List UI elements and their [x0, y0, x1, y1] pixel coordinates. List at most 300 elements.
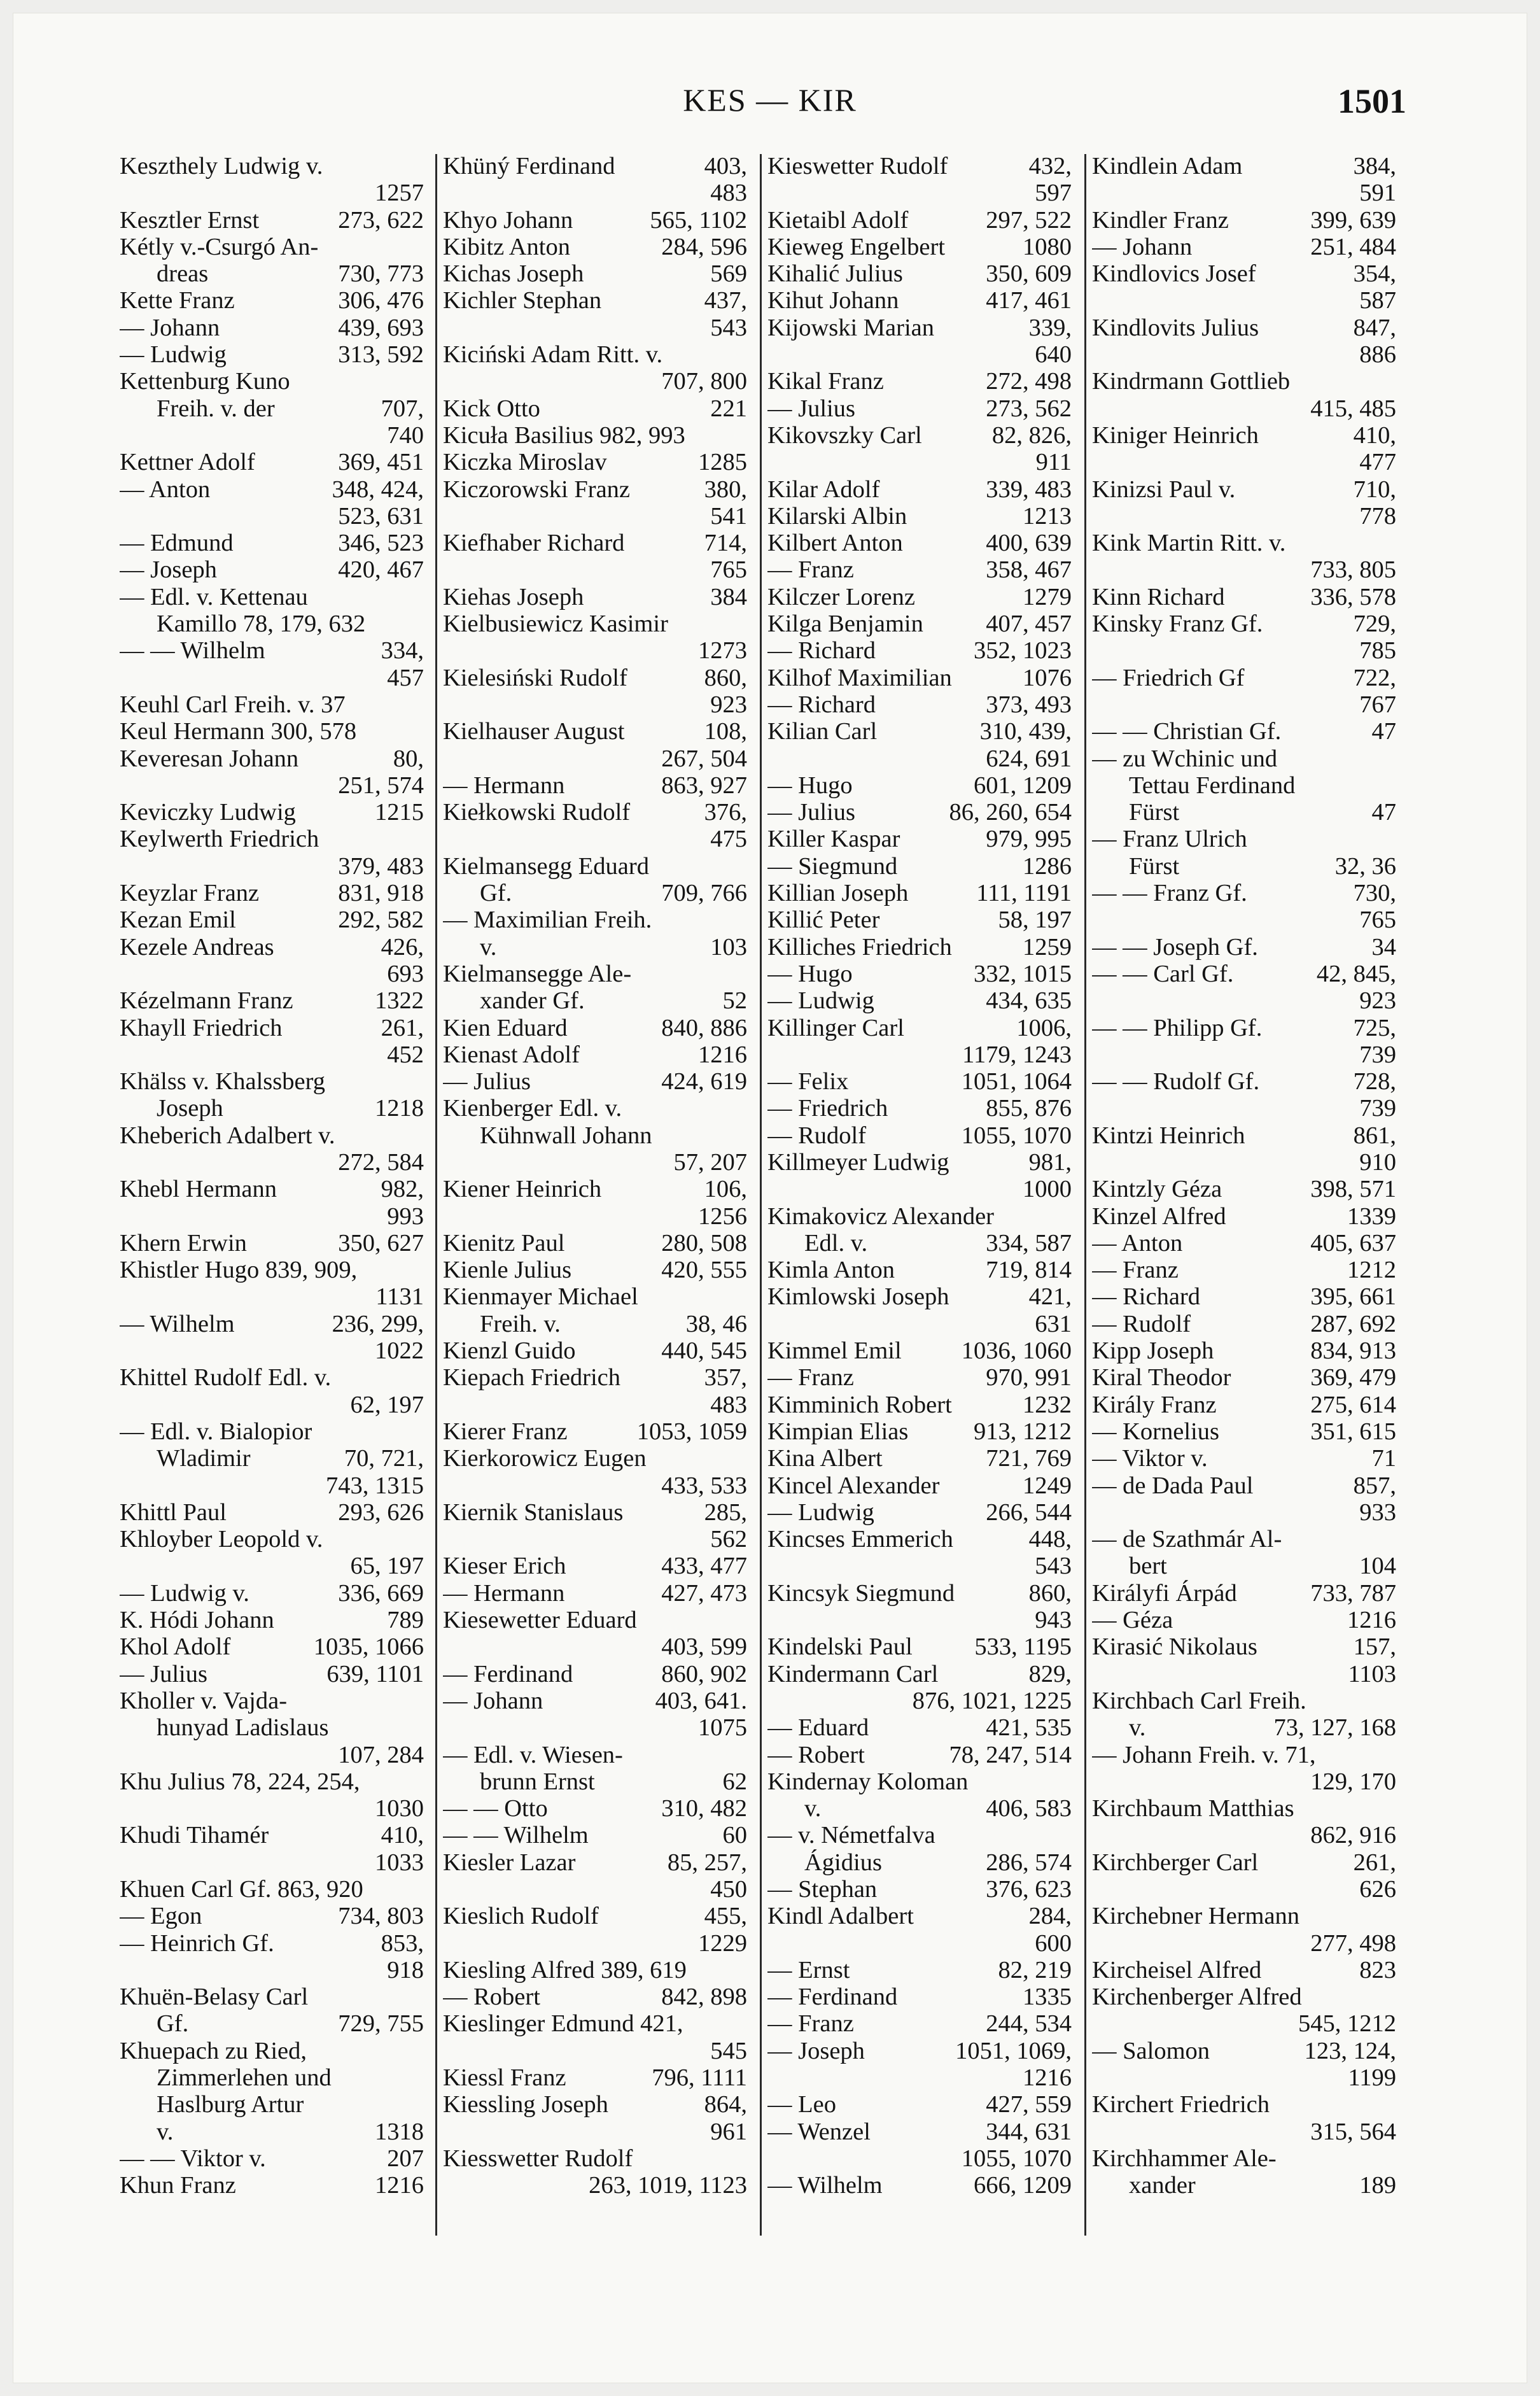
entry-pages: 376,	[704, 799, 747, 826]
index-entry	[443, 906, 747, 933]
index-entry	[443, 772, 747, 799]
entry-name: Kiesler Lazar	[443, 1849, 576, 1876]
index-entry	[1092, 1930, 1396, 1957]
entry-pages: 707,	[381, 395, 424, 422]
entry-pages: 62, 197	[350, 1391, 424, 1418]
entry-name: Killinger Carl	[767, 1014, 904, 1041]
entry-pages: 410,	[1353, 421, 1396, 449]
index-entry	[1092, 1742, 1396, 1768]
index-entry	[120, 1015, 424, 1041]
entry-pages: 861,	[1353, 1122, 1396, 1149]
index-entry	[120, 1392, 424, 1418]
entry-pages: 523, 631	[338, 502, 424, 530]
entry-pages: 709, 766	[661, 880, 747, 907]
entry-pages: 189	[1359, 2172, 1396, 2199]
index-entry	[120, 906, 424, 933]
entry-pages: 475	[710, 826, 747, 853]
index-entry	[767, 691, 1072, 718]
index-entry	[443, 1768, 747, 1795]
entry-pages: 315, 564	[1310, 2118, 1396, 2145]
index-entry	[120, 2172, 424, 2199]
index-entry	[1092, 1633, 1396, 1660]
entry-name: v.	[1129, 1714, 1146, 1742]
index-entry	[443, 1445, 747, 1472]
entry-name: Kiener Heinrich	[443, 1176, 602, 1203]
entry-name: Kimla Anton	[767, 1257, 895, 1284]
entry-pages: 1055, 1070	[961, 2145, 1072, 2172]
entry-pages: 82, 219	[998, 1956, 1072, 1984]
entry-pages: 1322	[375, 987, 424, 1015]
index-entry	[120, 1714, 424, 1741]
entry-pages: 384,	[1353, 153, 1396, 180]
index-column-4	[1092, 153, 1396, 2199]
index-entry	[443, 556, 747, 583]
entry-pages: 842, 898	[661, 1984, 747, 2011]
entry-pages: 339, 483	[986, 476, 1072, 503]
entry-name: Freih. v.	[480, 1310, 561, 1337]
entry-name: Joseph	[157, 1095, 223, 1122]
entry-pages: 107, 284	[338, 1741, 424, 1768]
index-entry	[120, 1445, 424, 1472]
index-entry	[767, 1203, 1072, 1230]
entry-pages: 261,	[1353, 1849, 1396, 1876]
entry-name: xander Gf.	[480, 987, 585, 1015]
index-entry	[1092, 503, 1396, 530]
index-entry	[767, 476, 1072, 503]
entry-pages: 380,	[704, 476, 747, 503]
index-entry	[120, 2145, 424, 2172]
entry-pages: 403, 599	[661, 1633, 747, 1661]
entry-pages: 123, 124,	[1304, 2037, 1396, 2064]
index-entry	[767, 1633, 1072, 1660]
entry-pages: 285,	[704, 1498, 747, 1526]
entry-pages: 433, 533	[661, 1472, 747, 1499]
entry-pages: 765	[1359, 906, 1396, 934]
entry-name: Keylwerth Friedrich	[120, 826, 319, 853]
entry-pages: 981,	[1028, 1148, 1072, 1176]
index-entry	[120, 1795, 424, 1822]
index-entry	[120, 1203, 424, 1230]
entry-name: Kilczer Lorenz	[767, 583, 915, 610]
entry-name: — Salomon	[1092, 2037, 1210, 2064]
index-entry	[1092, 1122, 1396, 1149]
index-entry	[120, 1768, 424, 1795]
entry-name: Khistler Hugo 839, 909,	[120, 1257, 358, 1284]
entry-pages: 785	[1359, 637, 1396, 665]
index-entry	[1092, 1714, 1396, 1741]
index-entry	[767, 422, 1072, 449]
entry-name: — Géza	[1092, 1607, 1173, 1634]
index-entry	[443, 341, 747, 368]
entry-pages: 415, 485	[1310, 395, 1396, 422]
entry-pages: 1339	[1347, 1202, 1396, 1230]
entry-name: Kiełkowski Rudolf	[443, 799, 631, 826]
entry-pages: 284, 596	[661, 233, 747, 260]
entry-name: Kindernay Koloman	[767, 1768, 969, 1795]
index-entry	[1092, 1418, 1396, 1445]
entry-name: Khittl Paul	[120, 1498, 227, 1526]
entry-pages: 297, 522	[986, 206, 1072, 234]
index-entry	[443, 718, 747, 745]
index-entry	[443, 610, 747, 637]
entry-pages: 376, 623	[986, 1876, 1072, 1903]
index-entry	[120, 987, 424, 1014]
entry-name: — Julius	[443, 1068, 531, 1096]
index-entry	[1092, 718, 1396, 745]
entry-pages: 57, 207	[673, 1148, 747, 1176]
entry-pages: 348, 424,	[332, 476, 424, 503]
index-entry	[120, 610, 424, 637]
entry-pages: 251, 574	[338, 772, 424, 799]
entry-name: — Wilhelm	[767, 2172, 883, 2199]
entry-pages: 398, 571	[1310, 1176, 1396, 1203]
index-entry	[1092, 314, 1396, 341]
index-entry	[1092, 610, 1396, 637]
entry-pages: 834, 913	[1310, 1337, 1396, 1365]
entry-pages: 876, 1021, 1225	[912, 1687, 1072, 1714]
entry-pages: 533, 1195	[974, 1633, 1072, 1661]
index-entry	[767, 341, 1072, 368]
entry-name: Kesztler Ernst	[120, 206, 260, 234]
entry-pages: 399, 639	[1310, 206, 1396, 234]
entry-pages: 71	[1371, 1445, 1396, 1472]
index-entry	[120, 503, 424, 530]
index-entry	[767, 1930, 1072, 1957]
entry-name: Királyfi Árpád	[1092, 1579, 1237, 1607]
index-entry	[1092, 1607, 1396, 1633]
entry-pages: 73, 127, 168	[1273, 1714, 1396, 1742]
entry-pages: 923	[1359, 987, 1396, 1015]
entry-name: Kinizsi Paul v.	[1092, 476, 1236, 503]
entry-name: Kimmel Emil	[767, 1337, 902, 1365]
index-entry	[1092, 1311, 1396, 1337]
entry-pages: 1216	[1347, 1607, 1396, 1634]
index-entry	[1092, 1230, 1396, 1257]
index-entry	[767, 1822, 1072, 1849]
index-entry	[767, 153, 1072, 180]
entry-name: Ágidius	[804, 1849, 882, 1876]
index-entry	[1092, 1849, 1396, 1876]
index-entry	[1092, 476, 1396, 503]
entry-pages: 626	[1359, 1876, 1396, 1903]
index-entry	[120, 1337, 424, 1364]
entry-name: Tettau Ferdinand	[1129, 772, 1296, 799]
index-entry	[443, 1095, 747, 1122]
entry-pages: 448,	[1028, 1526, 1072, 1553]
entry-name: Kirchberger Carl	[1092, 1849, 1259, 1876]
index-entry	[120, 1122, 424, 1149]
entry-name: — — Philipp Gf.	[1092, 1014, 1263, 1041]
entry-name: — Julius	[120, 1660, 207, 1688]
entry-name: Khuen Carl Gf. 863, 920	[120, 1876, 363, 1903]
entry-name: — Leo	[767, 2091, 836, 2118]
index-entry	[767, 1122, 1072, 1149]
index-entry	[443, 1795, 747, 1822]
entry-name: — Egon	[120, 1903, 202, 1930]
index-entry	[767, 2064, 1072, 2091]
index-entry	[767, 584, 1072, 610]
entry-pages: 943	[1035, 1607, 1072, 1634]
entry-name: Khudi Tihamér	[120, 1822, 269, 1849]
entry-name: Killmeyer Ludwig	[767, 1148, 949, 1176]
index-entry	[443, 1176, 747, 1202]
index-column-2	[443, 153, 747, 2199]
index-entry	[1092, 1957, 1396, 1984]
index-entry	[767, 287, 1072, 314]
entry-pages: 261,	[381, 1014, 424, 1041]
entry-pages: 111, 1191	[976, 880, 1072, 907]
index-entry	[120, 1876, 424, 1903]
index-entry	[443, 503, 747, 530]
entry-name: Kincses Emmerich	[767, 1526, 953, 1553]
entry-pages: 639, 1101	[326, 1660, 424, 1688]
entry-name: Kieswetter Rudolf	[767, 153, 948, 180]
index-entry	[443, 1257, 747, 1283]
index-entry	[767, 449, 1072, 476]
index-entry	[120, 1257, 424, 1283]
page-header	[13, 81, 1527, 126]
entry-pages: 1103	[1348, 1660, 1396, 1688]
entry-pages: 740	[387, 421, 424, 449]
entry-name: — Hermann	[443, 1579, 565, 1607]
entry-pages: 823	[1359, 1956, 1396, 1984]
index-entry	[767, 610, 1072, 637]
entry-name: Kilarski Albin	[767, 502, 907, 530]
entry-pages: 277, 498	[1310, 1929, 1396, 1957]
entry-pages: 306, 476	[338, 287, 424, 314]
entry-name: Keyzlar Franz	[120, 880, 260, 907]
index-entry	[443, 691, 747, 718]
entry-pages: 379, 483	[338, 852, 424, 880]
index-entry	[767, 906, 1072, 933]
index-entry	[1092, 906, 1396, 933]
entry-pages: 457	[387, 664, 424, 691]
entry-pages: 840, 886	[661, 1014, 747, 1041]
index-entry	[1092, 637, 1396, 664]
index-entry	[767, 1607, 1072, 1633]
entry-name: Kiczorowski Franz	[443, 476, 631, 503]
entry-name: Kienberger Edl. v.	[443, 1095, 622, 1122]
index-entry	[443, 260, 747, 287]
index-entry	[767, 772, 1072, 799]
entry-name: Kétly v.-Csurgó An-	[120, 233, 319, 260]
entry-name: Keul Hermann 300, 578	[120, 718, 357, 745]
index-entry	[767, 395, 1072, 422]
entry-pages: 729, 755	[338, 2010, 424, 2038]
entry-pages: 733, 787	[1310, 1579, 1396, 1607]
index-entry	[767, 1364, 1072, 1391]
entry-name: Kirchert Friedrich	[1092, 2091, 1270, 2118]
entry-pages: 863, 927	[661, 772, 747, 799]
index-entry	[767, 1876, 1072, 1903]
entry-name: — Robert	[443, 1984, 540, 2011]
entry-name: Keveresan Johann	[120, 745, 299, 772]
entry-pages: 600	[1035, 1929, 1072, 1957]
entry-pages: 591	[1359, 180, 1396, 207]
entry-name: — — Wilhelm	[443, 1822, 589, 1849]
index-entry	[120, 1364, 424, 1391]
index-entry	[767, 934, 1072, 961]
index-entry	[767, 260, 1072, 287]
index-entry	[120, 799, 424, 826]
index-entry	[120, 1849, 424, 1876]
index-entry	[767, 1445, 1072, 1472]
entry-name: Kirchbach Carl Freih.	[1092, 1687, 1306, 1714]
entry-pages: 734, 803	[338, 1903, 424, 1930]
entry-pages: 86, 260, 654	[949, 799, 1072, 826]
entry-name: Kezan Emil	[120, 906, 236, 934]
index-entry	[767, 503, 1072, 530]
index-entry	[120, 1607, 424, 1633]
entry-pages: 1131	[375, 1283, 424, 1311]
index-entry	[767, 1149, 1072, 1176]
entry-pages: 831, 918	[338, 880, 424, 907]
entry-name: Kieslinger Edmund 421,	[443, 2010, 683, 2038]
entry-pages: 80,	[393, 745, 424, 772]
index-entry	[1092, 556, 1396, 583]
entry-name: Kindlein Adam	[1092, 153, 1243, 180]
entry-pages: 829,	[1028, 1660, 1072, 1688]
entry-name: Kiczka Miroslav	[443, 449, 607, 476]
index-entry	[443, 1984, 747, 2010]
entry-name: Kijowski Marian	[767, 314, 934, 341]
index-entry	[443, 1311, 747, 1337]
entry-pages: 284,	[1028, 1903, 1072, 1930]
entry-name: Khuën-Belasy Carl	[120, 1984, 309, 2011]
entry-pages: 452	[387, 1041, 424, 1068]
entry-pages: 1000	[1023, 1176, 1072, 1203]
entry-name: Khayll Friedrich	[120, 1014, 283, 1041]
index-entry	[1092, 745, 1396, 772]
entry-pages: 440, 545	[661, 1337, 747, 1365]
index-entry	[443, 1607, 747, 1633]
entry-pages: 350, 627	[338, 1229, 424, 1257]
entry-name: Kienmayer Michael	[443, 1283, 638, 1311]
entry-name: — — Joseph Gf.	[1092, 933, 1258, 961]
entry-pages: 729,	[1353, 610, 1396, 638]
entry-name: Kindelski Paul	[767, 1633, 913, 1661]
entry-pages: 434, 635	[986, 987, 1072, 1015]
entry-pages: 730,	[1353, 880, 1396, 907]
entry-name: Kieslich Rudolf	[443, 1903, 599, 1930]
index-entry	[443, 1283, 747, 1310]
entry-pages: 1053, 1059	[636, 1418, 747, 1445]
index-entry	[1092, 1472, 1396, 1499]
index-entry	[1092, 287, 1396, 314]
entry-name: — Siegmund	[767, 852, 898, 880]
index-entry	[767, 1580, 1072, 1607]
entry-name: — Eduard	[767, 1714, 869, 1742]
entry-pages: 420, 555	[661, 1257, 747, 1284]
index-entry	[1092, 1176, 1396, 1202]
index-entry	[120, 1418, 424, 1445]
entry-pages: 1232	[1023, 1391, 1072, 1418]
entry-name: Kincsyk Siegmund	[767, 1579, 955, 1607]
index-entry	[120, 772, 424, 799]
index-entry	[767, 1337, 1072, 1364]
index-entry	[443, 1418, 747, 1445]
index-entry	[120, 1068, 424, 1095]
entry-pages: 982,	[381, 1176, 424, 1203]
entry-name: Kienast Adolf	[443, 1041, 580, 1068]
entry-pages: 719, 814	[986, 1257, 1072, 1284]
entry-pages: 421, 535	[986, 1714, 1072, 1742]
entry-name: — Ernst	[767, 1956, 850, 1984]
entry-pages: 410,	[381, 1822, 424, 1849]
index-entry	[1092, 2172, 1396, 2199]
index-entry	[443, 2091, 747, 2118]
entry-pages: 157,	[1353, 1633, 1396, 1661]
entry-pages: 421,	[1028, 1283, 1072, 1311]
index-entry	[443, 1149, 747, 1176]
index-entry	[120, 1176, 424, 1202]
entry-name: Kina Albert	[767, 1445, 883, 1472]
index-entry	[443, 449, 747, 476]
entry-name: Khyo Johann	[443, 206, 573, 234]
entry-pages: 85, 257,	[667, 1849, 747, 1876]
entry-name: — Heinrich Gf.	[120, 1929, 274, 1957]
index-entry	[120, 691, 424, 718]
entry-name: — Franz	[767, 2010, 854, 2038]
entry-pages: 354,	[1353, 260, 1396, 288]
index-entry	[767, 1768, 1072, 1795]
index-entry	[767, 1392, 1072, 1418]
index-entry	[120, 395, 424, 422]
entry-pages: 733, 805	[1310, 556, 1396, 584]
entry-name: — Franz	[767, 556, 854, 584]
entry-pages: 853,	[381, 1929, 424, 1957]
entry-pages: 336, 669	[338, 1579, 424, 1607]
entry-name: Khittel Rudolf Edl. v.	[120, 1364, 332, 1392]
entry-pages: 979, 995	[986, 826, 1072, 853]
entry-pages: 455,	[704, 1903, 747, 1930]
index-entry	[120, 1984, 424, 2010]
index-entry	[120, 1230, 424, 1257]
index-entry	[120, 234, 424, 260]
entry-pages: 58, 197	[998, 906, 1072, 934]
index-entry	[767, 1849, 1072, 1876]
entry-name: Kholler v. Vajda-	[120, 1687, 288, 1714]
entry-pages: 765	[710, 556, 747, 584]
index-entry	[120, 1472, 424, 1499]
index-entry	[1092, 853, 1396, 880]
entry-pages: 1036, 1060	[961, 1337, 1072, 1365]
index-entry	[443, 2010, 747, 2037]
entry-name: — — Carl Gf.	[1092, 960, 1234, 987]
entry-pages: 862, 916	[1310, 1822, 1396, 1849]
entry-name: Zimmerlehen und	[157, 2064, 332, 2092]
entry-name: Kiessling Joseph	[443, 2091, 608, 2118]
index-entry	[443, 207, 747, 234]
entry-pages: 407, 457	[986, 610, 1072, 638]
index-entry	[767, 1957, 1072, 1984]
index-entry	[443, 2038, 747, 2064]
index-entry	[120, 637, 424, 664]
entry-pages: 601, 1209	[974, 772, 1072, 799]
index-entry	[767, 1553, 1072, 1579]
entry-pages: 789	[387, 1607, 424, 1634]
entry-name: Kien Eduard	[443, 1014, 568, 1041]
entry-name: — Friedrich	[767, 1095, 888, 1122]
entry-pages: 910	[1359, 1148, 1396, 1176]
entry-name: Kieser Erich	[443, 1553, 566, 1580]
entry-name: — Joseph	[767, 2037, 865, 2064]
entry-name: Khern Erwin	[120, 1229, 247, 1257]
entry-pages: 886	[1359, 341, 1396, 369]
entry-name: Khälss v. Khalssberg	[120, 1068, 325, 1096]
entry-name: — Edl. v. Wiesen-	[443, 1741, 623, 1768]
entry-name: — Friedrich Gf	[1092, 664, 1245, 691]
